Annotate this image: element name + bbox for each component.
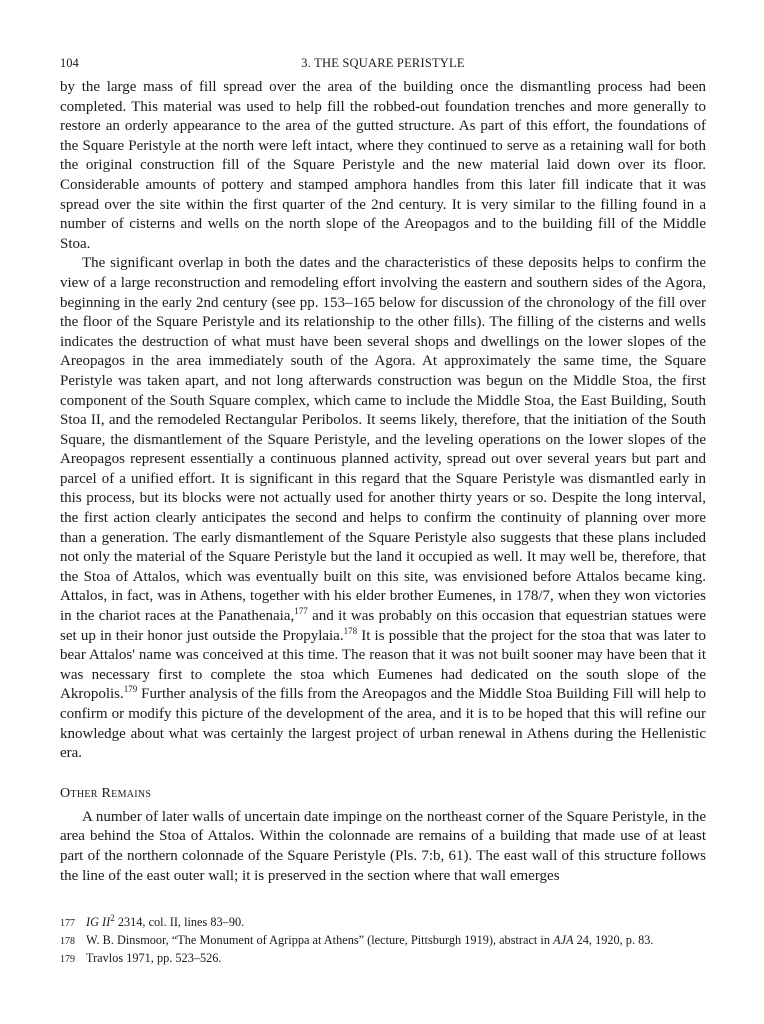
paragraph-text: Further analysis of the fills from the Areopagos and the Middle Stoa Building Fill will help to confirm or modify this picture of the development of the area, and it is to be hoped that this will refine our knowledge about what was certainly the largest project of urban renewal in Athens during the Hellenistic era.	[60, 686, 706, 762]
footnote-body: 2314, col. II, lines 83–90.	[114, 915, 245, 929]
journal-abbrev: AJA	[553, 933, 574, 947]
footnote-number: 178	[60, 936, 75, 947]
paragraph-text: The significant overlap in both the dates and the characteristics of these deposits helps to confirm the view of a large reconstruction and remodeling effort involving the eastern and southern sides of the Agora, beginning in the early 2nd century (see pp. 153–165 below for discussion of the chronology of the fill over the floor of the Square Peristyle and its relationship to the other fills). The filling of the cisterns and wells indicates the destruction of what must have been several shops and dwellings on the lower slopes of the Areopagos in the area immediately south of the Agora. At approximately the same time, the Square Peristyle was taken apart, and not long afterwards construction was begun on the Middle Stoa, the first component of the South Square complex, which came to include the Middle Stoa, the East Building, South Stoa II, and the remodeled Rectangular Peribolos. It seems likely, therefore, that the initiation of the South Square, the dismantlement of the Square Peristyle, and the leveling operations on the lower slopes of the Areopagos represent essentially a continuous planned activity, spread out over several years but part and parcel of a unified effort. It is significant in this regard that the Square Peristyle was dismantled early in this process, but its blocks were not actually used for another thirty years or so. Despite the long interval, the first action clearly anticipates the second and helps to confirm the continuity of planning over more than a generation. The early dismantlement of the Square Peristyle also suggests that these plans included not only the material of the Square Peristyle but the land it occupied as well. It may well be, therefore, that the Stoa of Attalos, which was eventually built on this site, was envisioned before Attalos became king. Attalos, in fact, was in Athens, together with his elder brother Eumenes, in 178/7, when they won victories in the chariot races at the Panathenaia,	[60, 255, 706, 625]
paragraph-text: It is possible that the project for the stoa that was later to bear Attalos' name was conceived at this time. The reason that it was not built sooner may have been that it was necessary first to complete the stoa which Eumenes had dedicated on the south slope of the Akropolis.	[60, 627, 706, 703]
footnote	[60, 932, 720, 950]
page	[60, 56, 706, 886]
body-text	[60, 78, 706, 886]
footnote-number: 179	[60, 954, 75, 965]
footnote-text	[86, 932, 653, 950]
running-title: 3. THE SQUARE PERISTYLE	[301, 56, 465, 70]
footnote	[60, 950, 720, 968]
footnote-body: W. B. Dinsmoor, “The Monument of Agrippa at Athens” (lecture, Pittsburgh 1919), abstract in	[86, 933, 554, 947]
footnote	[60, 914, 720, 932]
citation-abbrev: IG II	[86, 915, 111, 929]
footnote-number: 177	[60, 918, 75, 929]
superscript: 2	[110, 912, 115, 923]
paragraph: A number of later walls of uncertain date impinge on the northeast corner of the Square Peristyle, in the area behind the Stoa of Attalos. Within the colonnade are remains of a building that made use of at least part of the northern colonnade of the Square Peristyle (Pls. 7:b, 61). The east wall of this structure follows the line of the east outer wall; it is preserved in the section where that wall emerges	[60, 808, 706, 884]
running-head	[60, 56, 706, 78]
page-number: 104	[60, 56, 79, 70]
footnote-text	[86, 914, 244, 932]
footnote-ref[interactable]: 178	[343, 625, 358, 636]
paragraph-text: and it was probably on this occasion that equestrian statues were set up in their honor just outside the Propylaia.	[60, 608, 706, 644]
footnote-ref[interactable]: 177	[294, 606, 308, 617]
section-heading: Other Remains	[60, 785, 152, 801]
footnotes	[60, 914, 720, 968]
footnote-text: Travlos 1971, pp. 523–526.	[86, 951, 222, 965]
paragraph: by the large mass of fill spread over the area of the building once the dismantling process had been completed. This material was used to help fill the robbed-out foundation trenches and more generally to restore an orderly appearance to the area of the gutted structure. As part of this effort, the foundations of the Square Peristyle at the north were left intact, where they continued to serve as a retaining wall for both the original construction fill of the Square Peristyle and the new material laid down over its floor. Considerable amounts of pottery and stamped amphora handles from this later fill indicate that it was spread over the site within the first quarter of the 2nd century. It is very similar to the filling found in a number of cisterns and wells on the north slope of the Areopagos and to the building fill of the Middle Stoa.	[60, 79, 706, 252]
footnote-body: 24, 1920, p. 83.	[573, 933, 654, 947]
footnote-ref[interactable]: 179	[123, 684, 138, 695]
paragraph	[60, 254, 706, 763]
